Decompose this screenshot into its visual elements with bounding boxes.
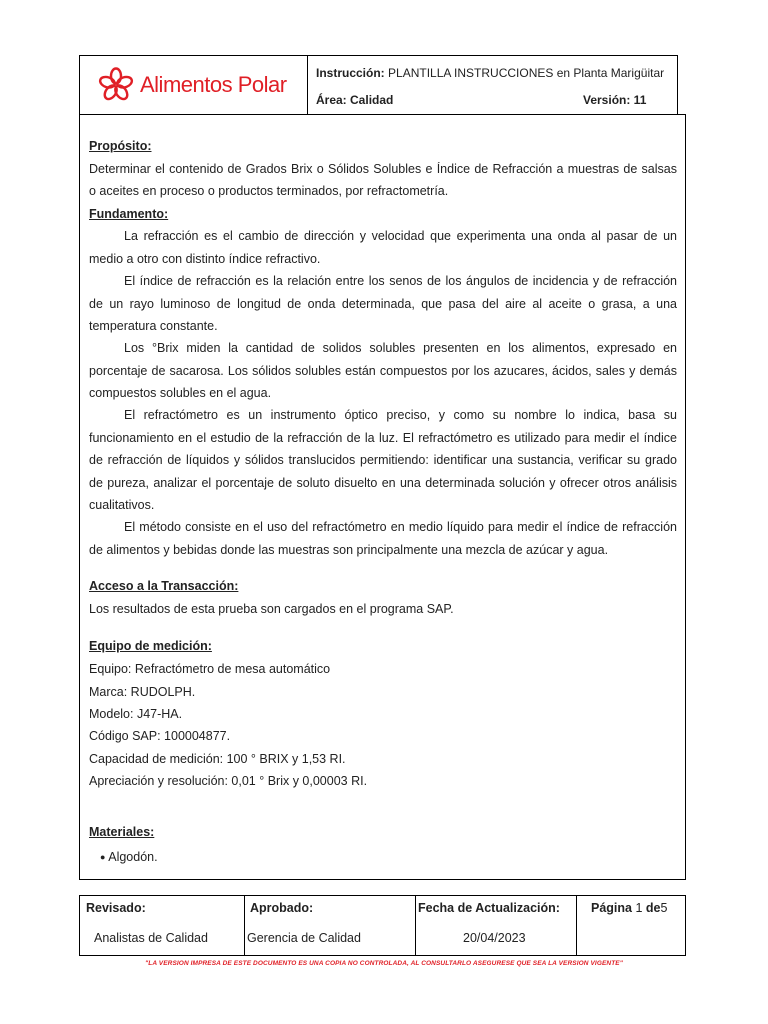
acceso-heading: Acceso a la Transacción:: [89, 579, 239, 593]
fundamento-line: compuestos solubles en el agua.: [89, 386, 272, 400]
fundamento-line: Los °Brix miden la cantidad de solidos solubles presenten en los alimentos, expresado en: [124, 341, 677, 355]
fundamento-line: de alimentos y bebidas donde las muestras son principalmente una mezcla de azúcar y agua.: [89, 543, 609, 557]
acceso-text: Los resultados de esta prueba son cargados en el programa SAP.: [89, 602, 454, 616]
fundamento-line: cualitativos.: [89, 498, 155, 512]
fundamento-line: El índice de refracción es la relación entre los senos de los ángulos de incidencia y de refracción: [124, 274, 677, 288]
fundamento-line: La refracción es el cambio de dirección y velocidad que experimenta una onda al pasar de un: [124, 229, 677, 243]
revisado-label: Revisado:: [86, 901, 146, 915]
aprobado-cell: [244, 896, 416, 955]
document-body: [79, 114, 686, 880]
fundamento-heading: Fundamento:: [89, 207, 169, 221]
fundamento-line: medio a otro con distinto índice refractivo.: [89, 252, 321, 266]
alimentos-polar-logo: [96, 65, 287, 105]
materiales-item-label: Algodón.: [108, 850, 158, 864]
equipo-line: Apreciación y resolución: 0,01 ° Brix y 0,00003 RI.: [89, 774, 368, 788]
pagina-total: 5: [660, 901, 668, 915]
flower-logo-icon: [96, 65, 136, 105]
version-label: Versión: 11: [583, 93, 647, 107]
fundamento-line: de refracción de líquidos y sólidos translucidos permitiendo: identificar una sustancia, verificar su grado: [89, 453, 677, 467]
disclaimer-text: "LA VERSION IMPRESA DE ESTE DOCUMENTO ES UNA COPIA NO CONTROLADA, AL CONSULTARLO ASEGURESE QUE SEA LA VERSION VIGENTE": [145, 960, 623, 967]
aprobado-label: Aprobado:: [250, 901, 314, 915]
equipo-line: Marca: RUDOLPH.: [89, 685, 196, 699]
bullet-icon: ●: [100, 852, 106, 862]
pagina-word: Página: [591, 901, 632, 915]
revisado-cell: [80, 896, 245, 955]
equipo-line: Capacidad de medición: 100 ° BRIX y 1,53 RI.: [89, 752, 346, 766]
equipo-line: Modelo: J47-HA.: [89, 707, 183, 721]
fecha-value: 20/04/2023: [463, 931, 526, 945]
proposito-line: o aceites en proceso o productos terminados, por refractometría.: [89, 184, 449, 198]
pagina-de-word: de: [645, 901, 661, 915]
materiales-heading: Materiales:: [89, 825, 155, 839]
fundamento-line: temperatura constante.: [89, 319, 218, 333]
proposito-heading: Propósito:: [89, 139, 152, 153]
pagina-number: 1: [635, 901, 643, 915]
fundamento-line: de un rayo luminoso de longitud de onda determinada, que pasa del aire al aceite o grasa, a una: [89, 297, 677, 311]
revisado-value: Analistas de Calidad: [94, 931, 208, 945]
equipo-line: Código SAP: 100004877.: [89, 729, 231, 743]
pagina-label: [591, 901, 667, 915]
pagina-cell: [576, 896, 685, 955]
fundamento-line: porcentaje de sacarosa. Los sólidos solubles están compuestos por los azucares, ácidos, sales y demás: [89, 364, 677, 378]
fecha-cell: [415, 896, 577, 955]
aprobado-value: Gerencia de Calidad: [247, 931, 361, 945]
document-header: [79, 55, 678, 115]
instruction-value: PLANTILLA INSTRUCCIONES en Planta Marigüitar: [388, 66, 665, 80]
instruction-label: Instrucción:: [316, 66, 385, 80]
equipo-heading: Equipo de medición:: [89, 639, 212, 653]
fundamento-line: funcionamiento en el estudio de la refracción de la luz. El refractómetro es utilizado para medir el índice: [89, 431, 677, 445]
fecha-label: Fecha de Actualización:: [418, 901, 560, 915]
logo-cell: [80, 56, 308, 114]
proposito-line: Determinar el contenido de Grados Brix o Sólidos Solubles e Índice de Refracción a muestras de salsas: [89, 162, 677, 176]
area-label: Área: Calidad: [316, 93, 394, 107]
instruction-line: [316, 66, 664, 80]
document-footer: [79, 895, 686, 956]
equipo-line: Equipo: Refractómetro de mesa automático: [89, 662, 331, 676]
materiales-list-item: [100, 850, 158, 864]
fundamento-line: El método consiste en el uso del refractómetro en medio líquido para medir el índice de refracción: [124, 520, 677, 534]
fundamento-line: de pureza, analizar el porcentaje de soluto disuelto en una determinada solución y ofrecer otros análisis: [89, 476, 677, 490]
area-line: [316, 93, 393, 107]
logo-text: Alimentos Polar: [140, 72, 287, 97]
fundamento-line: El refractómetro es un instrumento óptico preciso, y como su nombre lo indica, basa su: [124, 408, 677, 422]
